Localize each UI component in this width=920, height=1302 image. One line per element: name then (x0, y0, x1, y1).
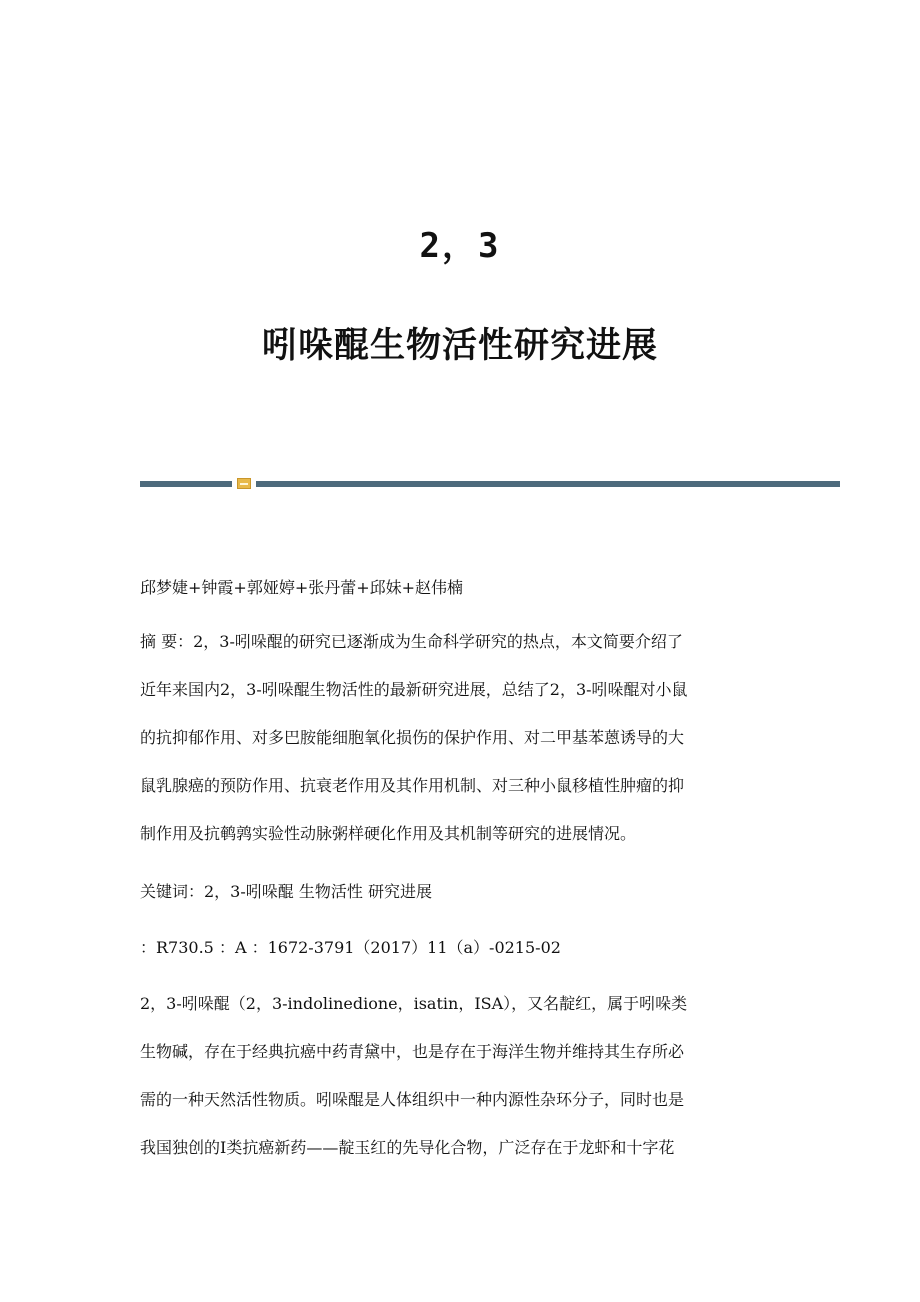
divider-bar-right (256, 481, 840, 487)
body-line-4: 我国独创的Ⅰ类抗癌新药——靛玉红的先导化合物，广泛存在于龙虾和十字花 (140, 1138, 675, 1157)
abstract-line-5: 制作用及抗鹌鹑实验性动脉粥样硬化作用及其机制等研究的进展情况。 (140, 824, 637, 843)
abstract-line-2: 近年来国内2，3-吲哚醌生物活性的最新研究进展，总结了2，3-吲哚醌对小鼠 (140, 680, 688, 699)
keywords-line: 关键词：2，3-吲哚醌 生物活性 研究进展 (140, 882, 432, 901)
authors-line: 邱梦婕+钟霞+郭娅婷+张丹蕾+邱妹+赵伟楠 (140, 578, 464, 597)
title-divider (140, 478, 840, 490)
divider-ornament-icon (237, 478, 251, 489)
abstract-line-4: 鼠乳腺癌的预防作用、抗衰老作用及其作用机制、对三种小鼠移植性肿瘤的抑 (140, 776, 685, 795)
title-line-2: 吲哚醌生物活性研究进展 (261, 326, 658, 366)
title-line-1: 2，3 (419, 226, 501, 266)
abstract-line-3: 的抗抑郁作用、对多巴胺能细胞氧化损伤的保护作用、对二甲基苯蒽诱导的大 (140, 728, 685, 747)
body-line-1: 2，3-吲哚醌（2，3-indolinedione，isatin，ISA），又名靛红，属于吲哚类 (140, 994, 688, 1013)
body-line-2: 生物碱，存在于经典抗癌中药青黛中，也是存在于海洋生物并维持其生存所必 (140, 1042, 685, 1061)
body-line-3: 需的一种天然活性物质。吲哚醌是人体组织中一种内源性杂环分子，同时也是 (140, 1090, 685, 1109)
classification-line: ：R730.5 ：A ：1672-3791（2017）11（a）-0215-02 (140, 938, 561, 957)
abstract-line-1: 摘 要：2，3-吲哚醌的研究已逐渐成为生命科学研究的热点，本文简要介绍了 (140, 632, 683, 651)
divider-bar-left (140, 481, 232, 487)
